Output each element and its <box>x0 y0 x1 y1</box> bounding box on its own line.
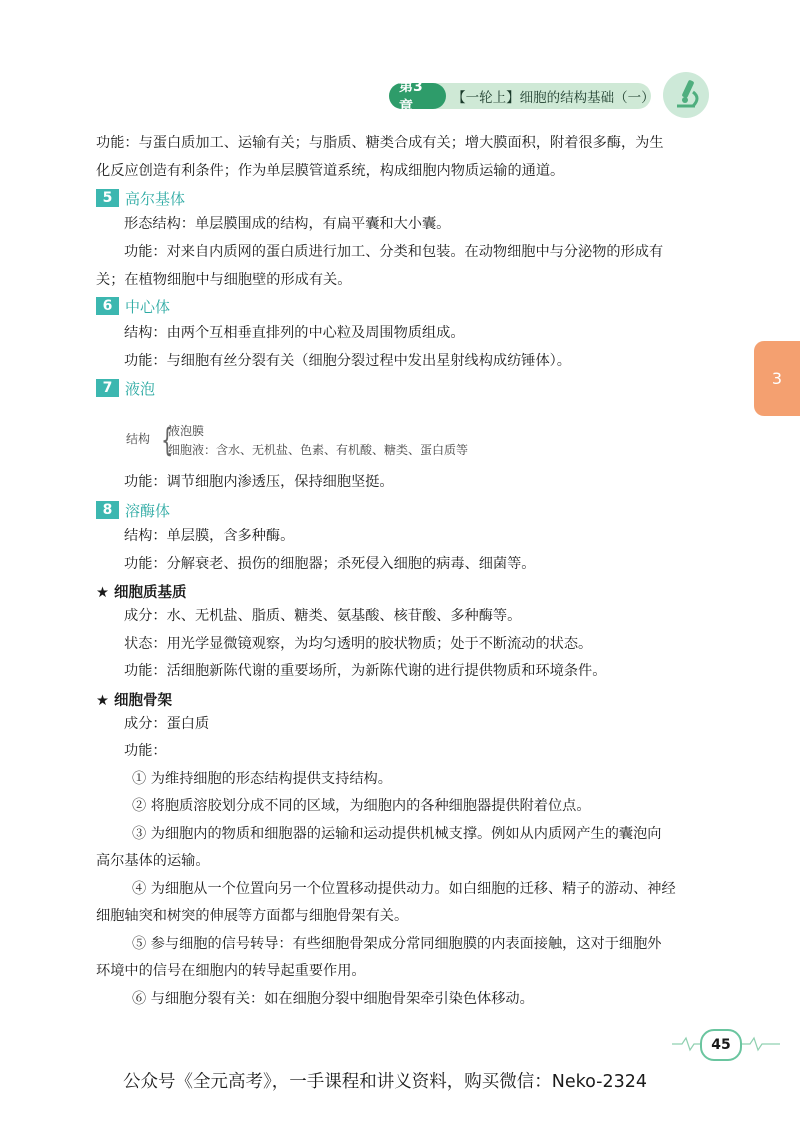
chapter-header <box>389 79 655 115</box>
text-line: 功能：活细胞新陈代谢的重要场所，为新陈代谢的进行提供物质和环境条件。 <box>124 663 607 679</box>
section-title: 中心体 <box>125 297 171 316</box>
text-line: 功能：与细胞有丝分裂有关（细胞分裂过程中发出星射线构成纺锤体）。 <box>124 353 571 369</box>
text-line: 成分：水、无机盐、脂质、糖类、氨基酸、核苷酸、多种酶等。 <box>124 608 522 624</box>
text-line: 功能：分解衰老、损伤的细胞器；杀死侵入细胞的病毒、细菌等。 <box>124 556 536 572</box>
text-line: 结构：单层膜，含多种酶。 <box>124 528 295 544</box>
chapter-tag: 第3章 <box>389 83 446 109</box>
text-line: 化反应创造有利条件；作为单层膜管道系统，构成细胞内物质运输的通道。 <box>96 163 565 179</box>
section-heading-8 <box>96 500 170 520</box>
text-line: 成分：蛋白质 <box>124 716 210 732</box>
text-line: 功能：调节细胞内渗透压，保持细胞坚挺。 <box>124 474 394 490</box>
text-line: 状态：用光学显微镜观察，为均匀透明的胶状物质；处于不断流动的状态。 <box>124 636 593 652</box>
list-item-continued: 高尔基体的运输。 <box>96 853 210 869</box>
list-item: ⑥ 与细胞分裂有关：如在细胞分裂中细胞骨架牵引染色体移动。 <box>132 991 534 1007</box>
list-item: ④ 为细胞从一个位置向另一个位置移动提供动力。如白细胞的迁移、精子的游动、神经 <box>132 881 676 897</box>
section-title: 高尔基体 <box>125 189 186 208</box>
list-item-continued: 环境中的信号在细胞内的转导起重要作用。 <box>96 963 366 979</box>
star-heading: ★ 细胞骨架 <box>96 693 173 709</box>
text-line: 结构：由两个互相垂直排列的中心粒及周围物质组成。 <box>124 325 465 341</box>
brace-item: 液泡膜 <box>168 424 205 438</box>
section-heading-6 <box>96 296 170 316</box>
list-item: ① 为维持细胞的形态结构提供支持结构。 <box>132 771 392 787</box>
section-heading-5 <box>96 188 185 208</box>
list-item: ⑤ 参与细胞的信号转导：有些细胞骨架成分常同细胞膜的内表面接触，这对于细胞外 <box>132 936 662 952</box>
chapter-side-tab: 3 <box>754 341 800 416</box>
section-number: 7 <box>96 379 119 397</box>
star-heading: ★ 细胞质基质 <box>96 585 187 601</box>
section-number: 6 <box>96 297 119 315</box>
section-number: 8 <box>96 501 119 519</box>
list-item-continued: 细胞轴突和树突的伸展等方面都与细胞骨架有关。 <box>96 908 409 924</box>
footer-text: 公众号《全元高考》，一手课程和讲义资料，购买微信：Neko-2324 <box>123 1072 647 1092</box>
section-title: 液泡 <box>125 379 156 398</box>
text-line: 功能：对来自内质网的蛋白质进行加工、分类和包装。在动物细胞中与分泌物的形成有 <box>124 244 664 260</box>
text-line: 形态结构：单层膜围成的结构，有扁平囊和大小囊。 <box>124 216 451 232</box>
brace-symbol: { <box>161 421 174 459</box>
header-title: 【一轮上】细胞的结构基础（一） <box>452 90 655 106</box>
text-line: 功能： <box>124 743 167 759</box>
microscope-icon <box>663 72 709 118</box>
text-line: 功能：与蛋白质加工、运输有关；与脂质、糖类合成有关；增大膜面积，附着很多酶，为生 <box>96 135 664 151</box>
brace-item: 细胞液：含水、无机盐、色素、有机酸、糖类、蛋白质等 <box>168 443 469 457</box>
page-number: 45 <box>700 1029 742 1061</box>
list-item: ② 将胞质溶胶划分成不同的区域，为细胞内的各种细胞器提供附着位点。 <box>132 798 591 814</box>
brace-label: 结构 <box>126 432 151 446</box>
list-item: ③ 为细胞内的物质和细胞器的运输和运动提供机械支撑。例如从内质网产生的囊泡向 <box>132 826 662 842</box>
section-number: 5 <box>96 189 119 207</box>
text-line: 关；在植物细胞中与细胞壁的形成有关。 <box>96 272 352 288</box>
section-title: 溶酶体 <box>125 501 171 520</box>
section-heading-7 <box>96 378 155 398</box>
